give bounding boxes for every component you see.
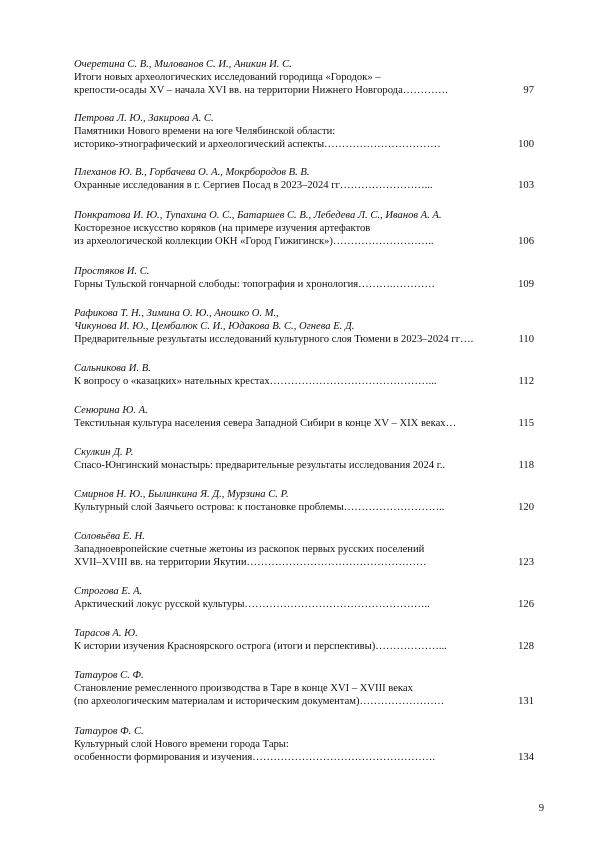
toc-title-line: историко-этнографический и археологический аспекты…………………………… xyxy=(74,139,441,151)
toc-title-line: Итоги новых археологических исследований городища «Городок» – xyxy=(74,72,381,84)
toc-entry xyxy=(74,58,534,98)
toc-authors: Чикунова И. Ю., Цембалюк С. И., Юдакова В. С., Огнева Е. Д. xyxy=(74,321,355,333)
toc-authors: Строгова Е. А. xyxy=(74,586,143,597)
toc-title-line: Памятники Нового времени на юге Челябинской области: xyxy=(74,126,336,138)
toc-page-number: 112 xyxy=(518,376,534,388)
toc-authors: Понкратова И. Ю., Тупахина О. С., Батаршев С. В., Лебедева Л. С., Иванов А. А. xyxy=(74,210,442,221)
toc-page-number: 123 xyxy=(518,557,534,569)
toc-authors: Очеретина С. В., Милованов С. И., Аникин И. С. xyxy=(74,59,292,70)
page-number: 9 xyxy=(538,803,544,814)
toc-title-line: (по археологическим материалам и историческим документам)…………………… xyxy=(74,696,445,708)
toc-entry xyxy=(74,166,534,192)
toc-title-line: XVII–XVIII вв. на территории Якутии…………………………………………… xyxy=(74,557,427,569)
toc-entry xyxy=(74,209,534,249)
toc-title-line: Западноевропейские счетные жетоны из раскопок первых русских поселений xyxy=(74,544,425,556)
toc-title-line: Горны Тульской гончарной слободы: топография и хронология……….………… xyxy=(74,279,435,291)
toc-authors: Сальникова И. В. xyxy=(74,363,151,374)
toc-title-line: Спасо-Юнгинский монастырь: предварительные результаты исследования 2024 г.. xyxy=(74,460,446,472)
toc-page-number: 100 xyxy=(518,139,534,151)
toc-entry xyxy=(74,585,534,611)
toc-page-number: 103 xyxy=(518,180,534,192)
toc-title-line: Предварительные результаты исследований культурного слоя Тюмени в 2023–2024 гг…. xyxy=(74,334,474,346)
toc-authors: Смирнов Н. Ю., Былинкина Я. Д., Мурзина С. Р. xyxy=(74,489,289,500)
toc-entry xyxy=(74,725,534,765)
toc-entry xyxy=(74,362,534,388)
toc-authors: Татауров С. Ф. xyxy=(74,670,144,681)
toc-page-number: 106 xyxy=(518,236,534,248)
toc-entry xyxy=(74,404,534,430)
toc-authors: Простяков И. С. xyxy=(74,266,150,277)
toc-title-line: Охранные исследования в г. Сергиев Посад в 2023–2024 гг……………………... xyxy=(74,180,433,192)
toc-title-line: Культурный слой Нового времени города Тары: xyxy=(74,739,289,751)
toc-title-line: из археологической коллекции ОКН «Город Гижигинск»)……………………….. xyxy=(74,236,434,248)
toc-title-line: К вопросу о «казацких» нательных крестах………………………………………... xyxy=(74,376,437,388)
toc-title-line: крепости-осады XV – начала XVI вв. на территории Нижнего Новгорода…………. xyxy=(74,85,448,97)
toc-title-line: Культурный слой Заячьего острова: к постановке проблемы……………………….. xyxy=(74,502,445,514)
toc-entry xyxy=(74,530,534,570)
toc-entry xyxy=(74,446,534,472)
toc-authors: Рафикова Т. Н., Зимина О. Ю., Аношко О. М., xyxy=(74,308,279,319)
toc-entry xyxy=(74,307,534,347)
toc-authors: Татауров Ф. С. xyxy=(74,726,144,737)
toc-authors: Сенюрина Ю. А. xyxy=(74,405,148,416)
toc-title-line: особенности формирования и изучения……………………………………………. xyxy=(74,752,435,764)
toc-entry xyxy=(74,488,534,514)
toc-page-number: 110 xyxy=(518,334,534,346)
toc-page-number: 134 xyxy=(518,752,534,764)
toc-entry xyxy=(74,265,534,291)
toc-title-line: Арктический локус русской культуры…………………………………………….. xyxy=(74,599,430,611)
toc-authors: Тарасов А. Ю. xyxy=(74,628,138,639)
toc-page-number: 131 xyxy=(518,696,534,708)
toc-page-number: 109 xyxy=(518,279,534,291)
toc-title-line: Становление ремесленного производства в Таре в конце XVI – XVIII веках xyxy=(74,683,413,695)
toc-authors: Петрова Л. Ю., Закирова А. С. xyxy=(74,113,214,124)
toc-authors: Плеханов Ю. В., Горбачева О. А., Мокрбородов В. В. xyxy=(74,167,310,178)
toc-title-line: К истории изучения Красноярского острога (итоги и перспективы)………………... xyxy=(74,641,447,653)
toc-page-number: 120 xyxy=(518,502,534,514)
toc-page-number: 126 xyxy=(518,599,534,611)
toc-page-number: 97 xyxy=(523,85,534,97)
toc-title-line: Текстильная культура населения севера Западной Сибири в конце XV – XIX веках… xyxy=(74,418,457,430)
toc-entry xyxy=(74,669,534,709)
toc-title-line: Косторезное искусство коряков (на примере изучения артефактов xyxy=(74,223,371,235)
toc-page-number: 118 xyxy=(518,460,534,472)
toc-authors: Соловьёва Е. Н. xyxy=(74,531,145,542)
toc-page-number: 115 xyxy=(518,418,534,430)
toc-entry xyxy=(74,627,534,653)
toc-entry xyxy=(74,112,534,152)
toc-page-number: 128 xyxy=(518,641,534,653)
toc-authors: Скулкин Д. Р. xyxy=(74,447,134,458)
